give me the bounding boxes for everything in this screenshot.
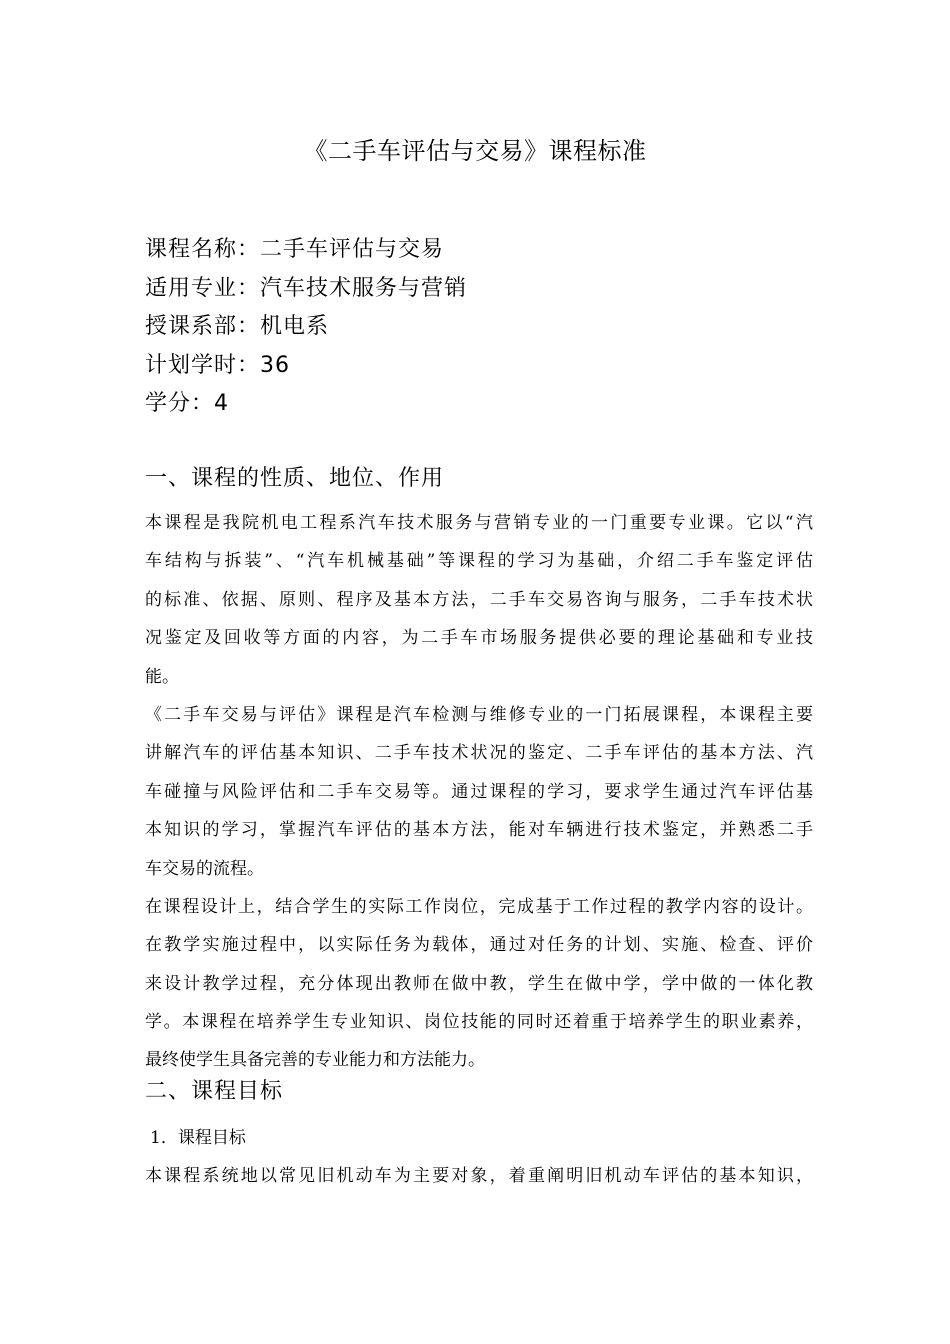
body-line: 能。: [145, 666, 179, 687]
info-value: 二手车评估与交易: [260, 237, 445, 262]
info-separator: ：: [237, 275, 261, 301]
body-line: 来设计教学过程，充分体现出教师在做中教，学生在做中学，学中做的一体化教: [145, 973, 813, 994]
body-line: 在课程设计上，结合学生的实际工作岗位，完成基于工作过程的教学内容的设计。: [145, 896, 813, 917]
section-body-goals: [145, 1157, 813, 1195]
info-value: 36: [260, 352, 291, 378]
info-hours: [145, 347, 825, 386]
body-line: 车交易的流程。: [145, 858, 264, 879]
info-major: [145, 270, 825, 309]
section-heading-goals: 二、课程目标: [145, 1079, 284, 1104]
section-heading-nature: 一、课程的性质、地位、作用: [145, 466, 445, 491]
info-label: 学分: [145, 391, 192, 416]
info-separator: ：: [237, 352, 261, 378]
course-info: [145, 231, 825, 424]
info-separator: ：: [191, 391, 215, 416]
body-line: 车结构与拆装”、“汽车机械基础”等课程的学习为基础，介绍二手车鉴定评估: [145, 551, 813, 572]
body-line: 本课程是我院机电工程系汽车技术服务与营销专业的一门重要专业课。它以“汽: [145, 513, 813, 533]
info-value: 4: [214, 391, 230, 416]
info-label: 授课系部: [145, 314, 238, 339]
info-value: 机电系: [260, 314, 330, 339]
info-credits: [145, 385, 825, 424]
body-line: 的标准、依据、原则、程序及基本方法，二手车交易咨询与服务，二手车技术状: [145, 589, 813, 610]
section-body-nature: [145, 504, 813, 1080]
body-line: 在教学实施过程中，以实际任务为载体，通过对任务的计划、实施、检查、评价: [145, 935, 813, 956]
info-label: 计划学时: [145, 352, 238, 378]
body-line: 本知识的学习，掌握汽车评估的基本方法，能对车辆进行技术鉴定，并熟悉二手: [145, 820, 813, 841]
info-value: 汽车技术服务与营销: [260, 275, 468, 301]
document-title: 《二手车评估与交易》课程标准: [303, 137, 647, 165]
body-line: 车碰撞与风险评估和二手车交易等。通过课程的学习，要求学生通过汽车评估基: [145, 781, 813, 802]
info-department: [145, 308, 825, 347]
body-line: 讲解汽车的评估基本知识、二手车技术状况的鉴定、二手车评估的基本方法、汽: [145, 743, 813, 764]
subsection-heading-goals: 1．课程目标: [150, 1128, 246, 1148]
body-line: 《二手车交易与评估》课程是汽车检测与维修专业的一门拓展课程，本课程主要: [145, 704, 813, 725]
body-line: 本课程系统地以常见旧机动车为主要对象，着重阐明旧机动车评估的基本知识，: [145, 1166, 813, 1186]
body-line: 况鉴定及回收等方面的内容，为二手车市场服务提供必要的理论基础和专业技: [145, 628, 813, 649]
info-separator: ：: [237, 237, 261, 262]
info-label: 课程名称: [145, 237, 238, 262]
info-separator: ：: [237, 314, 261, 339]
info-course-name: [145, 231, 825, 270]
body-line: 最终使学生具备完善的专业能力和方法能力。: [145, 1050, 485, 1071]
info-label: 适用专业: [145, 275, 238, 301]
body-line: 学。本课程在培养学生专业知识、岗位技能的同时还着重于培养学生的职业素养，: [145, 1012, 813, 1033]
